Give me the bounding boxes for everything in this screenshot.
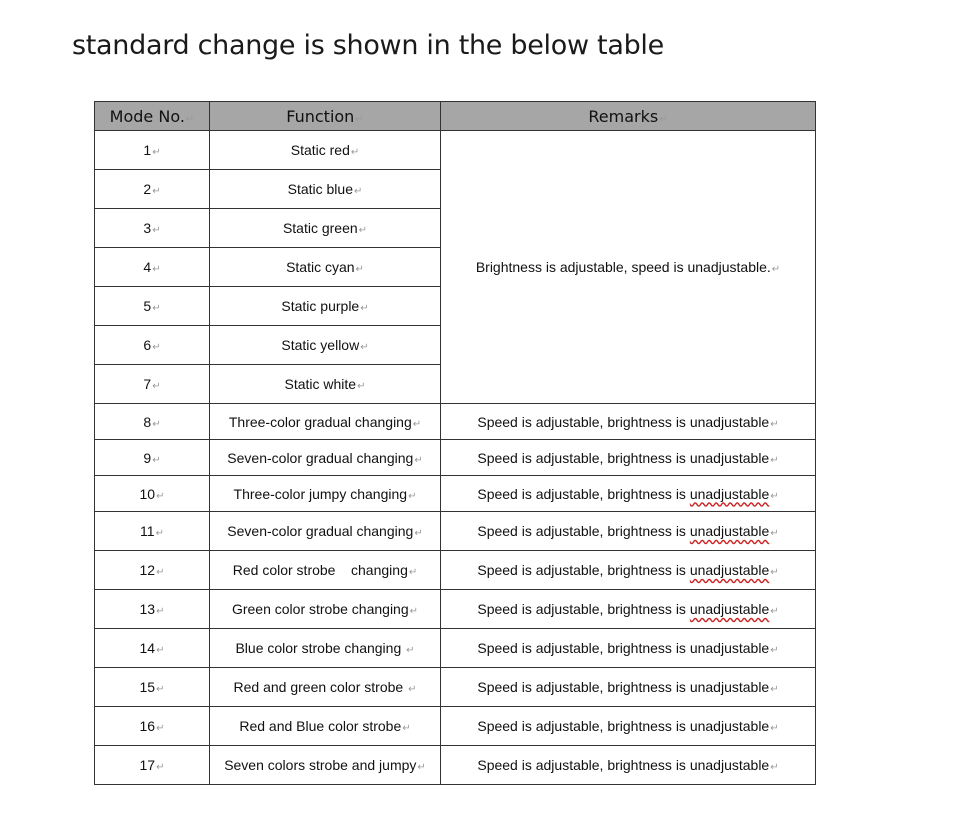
remark-cell: [441, 476, 816, 512]
paragraph-mark-icon: ↵: [417, 762, 426, 773]
table-row: [95, 404, 816, 440]
mode-number-cell-text: 16: [139, 718, 156, 734]
function-cell: [210, 551, 441, 590]
paragraph-mark-icon: ↵: [353, 186, 363, 197]
function-cell: [210, 209, 441, 248]
paragraph-mark-icon: ↵: [414, 528, 423, 539]
table-row: [95, 476, 816, 512]
function-cell-text: Red color strobe changing: [232, 562, 408, 578]
paragraph-mark-icon: ↵: [152, 381, 161, 392]
mode-number-cell: [95, 131, 210, 170]
paragraph-mark-icon: ↵: [770, 723, 779, 734]
mode-number-cell-text: 13: [139, 601, 156, 617]
paragraph-mark-icon: ↵: [156, 762, 165, 773]
paragraph-mark-icon: ↵: [414, 454, 423, 466]
mode-number-cell-text: 12: [139, 562, 156, 578]
function-cell: [210, 287, 441, 326]
paragraph-mark-icon: ↵: [408, 490, 417, 502]
remark-cell-text: Speed is adjustable, brightness is unadjustable: [477, 562, 770, 578]
paragraph-mark-icon: ↵: [358, 225, 368, 236]
mode-number-cell-text: 1: [143, 142, 152, 158]
paragraph-mark-icon: ↵: [152, 342, 161, 353]
remark-cell-text: Speed is adjustable, brightness is unadjustable: [477, 757, 770, 773]
remark-cell-text: Speed is adjustable, brightness is unadjustable: [477, 640, 770, 656]
function-cell: [210, 707, 441, 746]
function-cell-text: Blue color strobe changing: [235, 640, 406, 656]
function-cell-text: Seven-color gradual changing: [227, 449, 414, 466]
function-cell: [210, 629, 441, 668]
function-cell-text: Static white: [284, 376, 357, 392]
paragraph-mark-icon: ↵: [402, 723, 411, 734]
function-cell-text: Static red: [290, 142, 350, 158]
function-cell-text: Static purple: [281, 298, 360, 314]
mode-number-cell-text: 15: [139, 679, 156, 695]
header-mode-no: Mode No.↵: [95, 102, 210, 131]
paragraph-mark-icon: ↵: [412, 418, 422, 430]
paragraph-mark-icon: ↵: [355, 264, 364, 275]
paragraph-mark-icon: ↵: [770, 528, 779, 539]
paragraph-mark-icon: ↵: [408, 567, 418, 578]
remark-cell: [441, 629, 816, 668]
paragraph-mark-icon: ↵: [156, 684, 165, 695]
mode-number-cell: [95, 209, 210, 248]
paragraph-mark-icon: ↵: [152, 264, 161, 275]
mode-table: [94, 101, 816, 785]
paragraph-mark-icon: ↵: [770, 606, 779, 617]
remark-cell: [441, 404, 816, 440]
table-row: [95, 668, 816, 707]
function-cell: [210, 326, 441, 365]
paragraph-mark-icon: ↵: [409, 606, 419, 617]
mode-number-cell: [95, 326, 210, 365]
paragraph-mark-icon: ↵: [155, 528, 164, 539]
function-cell-text: Three-color gradual changing: [228, 413, 412, 430]
table-row: [95, 707, 816, 746]
mode-number-cell: [95, 668, 210, 707]
mode-number-cell: [95, 707, 210, 746]
remark-cell: [441, 512, 816, 551]
function-cell-text: Red and green color strobe: [233, 679, 408, 695]
remark-cell-text: Speed is adjustable, brightness is unadjustable: [477, 449, 770, 466]
paragraph-mark-icon: ↵: [152, 454, 161, 466]
mode-number-cell-text: 3: [143, 220, 152, 236]
mode-number-cell: [95, 404, 210, 440]
mode-number-cell-text: 2: [143, 181, 152, 197]
paragraph-mark-icon: ↵: [770, 490, 779, 502]
mode-number-cell: [95, 287, 210, 326]
mode-number-cell: [95, 365, 210, 404]
paragraph-mark-icon: ↵: [360, 303, 369, 314]
remark-cell: [441, 551, 816, 590]
table-row: [95, 629, 816, 668]
paragraph-mark-icon: ↵: [156, 567, 165, 578]
mode-number-cell-text: 6: [143, 337, 152, 353]
mode-number-cell: [95, 476, 210, 512]
mode-number-cell: [95, 746, 210, 785]
function-cell: [210, 170, 441, 209]
remark-cell-merged: [441, 131, 816, 404]
page-heading: standard change is shown in the below table: [72, 30, 664, 61]
paragraph-mark-icon: ↵: [350, 147, 360, 158]
function-cell-text: Static green: [282, 220, 358, 236]
function-cell-text: Static blue: [287, 181, 353, 197]
function-cell-text: Green color strobe changing: [231, 601, 409, 617]
paragraph-mark-icon: ↵: [152, 225, 161, 236]
mode-number-cell: [95, 440, 210, 476]
mode-number-cell: [95, 512, 210, 551]
mode-number-cell: [95, 170, 210, 209]
paragraph-mark-icon: ↵: [360, 342, 369, 353]
paragraph-mark-icon: ↵: [152, 303, 161, 314]
function-cell: [210, 131, 441, 170]
function-cell-text: Three-color jumpy changing: [233, 485, 408, 502]
paragraph-mark-icon: ↵: [156, 645, 165, 656]
mode-number-cell-text: 5: [143, 298, 152, 314]
mode-number-cell-text: 7: [143, 376, 152, 392]
paragraph-mark-icon: ↵: [770, 567, 779, 578]
function-cell-text: Seven-color gradual changing: [227, 523, 414, 539]
function-cell: [210, 365, 441, 404]
paragraph-mark-icon: ↵: [770, 418, 779, 430]
function-cell: [210, 248, 441, 287]
paragraph-mark-icon: ↵: [771, 264, 781, 275]
paragraph-mark-icon: ↵: [152, 418, 161, 430]
paragraph-mark-icon: ↵: [156, 606, 165, 617]
mode-number-cell: [95, 248, 210, 287]
paragraph-mark-icon: ↵: [357, 381, 366, 392]
remark-cell-text: Speed is adjustable, brightness is unadjustable: [477, 523, 770, 539]
function-cell: [210, 668, 441, 707]
function-cell-text: Static cyan: [286, 259, 355, 275]
paragraph-mark-icon: ↵: [156, 723, 165, 734]
paragraph-mark-icon: ↵: [406, 645, 415, 656]
mode-number-cell: [95, 551, 210, 590]
paragraph-mark-icon: ↵: [152, 186, 161, 197]
header-remarks: Remarks↵: [441, 102, 816, 131]
mode-number-cell-text: 4: [143, 259, 152, 275]
paragraph-mark-icon: ↵: [770, 454, 779, 466]
paragraph-mark-icon: ↵: [770, 645, 779, 656]
mode-number-cell-text: 8: [143, 413, 152, 430]
mode-number-cell: [95, 590, 210, 629]
function-cell: [210, 476, 441, 512]
remark-cell-merged-text: Brightness is adjustable, speed is unadjustable.: [475, 259, 771, 275]
remark-cell-text: Speed is adjustable, brightness is unadjustable: [477, 679, 770, 695]
table-row: [95, 512, 816, 551]
paragraph-mark-icon: ↵: [156, 490, 165, 502]
table-row: [95, 131, 816, 170]
remark-cell: [441, 746, 816, 785]
mode-number-cell-text: 10: [139, 485, 156, 502]
function-cell: [210, 746, 441, 785]
header-function: Function↵: [210, 102, 441, 131]
table-row: [95, 551, 816, 590]
remark-cell-text: Speed is adjustable, brightness is unadjustable: [477, 718, 770, 734]
remark-cell-text: Speed is adjustable, brightness is unadjustable: [477, 413, 770, 430]
function-cell-text: Static yellow: [281, 337, 360, 353]
function-cell: [210, 590, 441, 629]
remark-cell-text: Speed is adjustable, brightness is unadjustable: [477, 601, 770, 617]
paragraph-mark-icon: ↵: [408, 684, 417, 695]
remark-cell: [441, 707, 816, 746]
table-row: [95, 440, 816, 476]
function-cell-text: Seven colors strobe and jumpy: [224, 757, 417, 773]
paragraph-mark-icon: ↵: [770, 684, 779, 695]
remark-cell-text: Speed is adjustable, brightness is unadjustable: [477, 485, 770, 502]
paragraph-mark-icon: ↵: [152, 147, 161, 158]
mode-number-cell-text: 11: [140, 523, 155, 539]
table-body: [95, 131, 816, 785]
mode-number-cell-text: 9: [143, 449, 152, 466]
function-cell: [210, 440, 441, 476]
mode-number-cell-text: 17: [139, 757, 156, 773]
remark-cell: [441, 590, 816, 629]
table-header-row: [95, 102, 816, 131]
mode-number-cell: [95, 629, 210, 668]
table-row: [95, 746, 816, 785]
function-cell-text: Red and Blue color strobe: [239, 718, 402, 734]
function-cell: [210, 512, 441, 551]
remark-cell: [441, 440, 816, 476]
table-row: [95, 590, 816, 629]
paragraph-mark-icon: ↵: [770, 762, 779, 773]
remark-cell: [441, 668, 816, 707]
mode-number-cell-text: 14: [139, 640, 156, 656]
function-cell: [210, 404, 441, 440]
